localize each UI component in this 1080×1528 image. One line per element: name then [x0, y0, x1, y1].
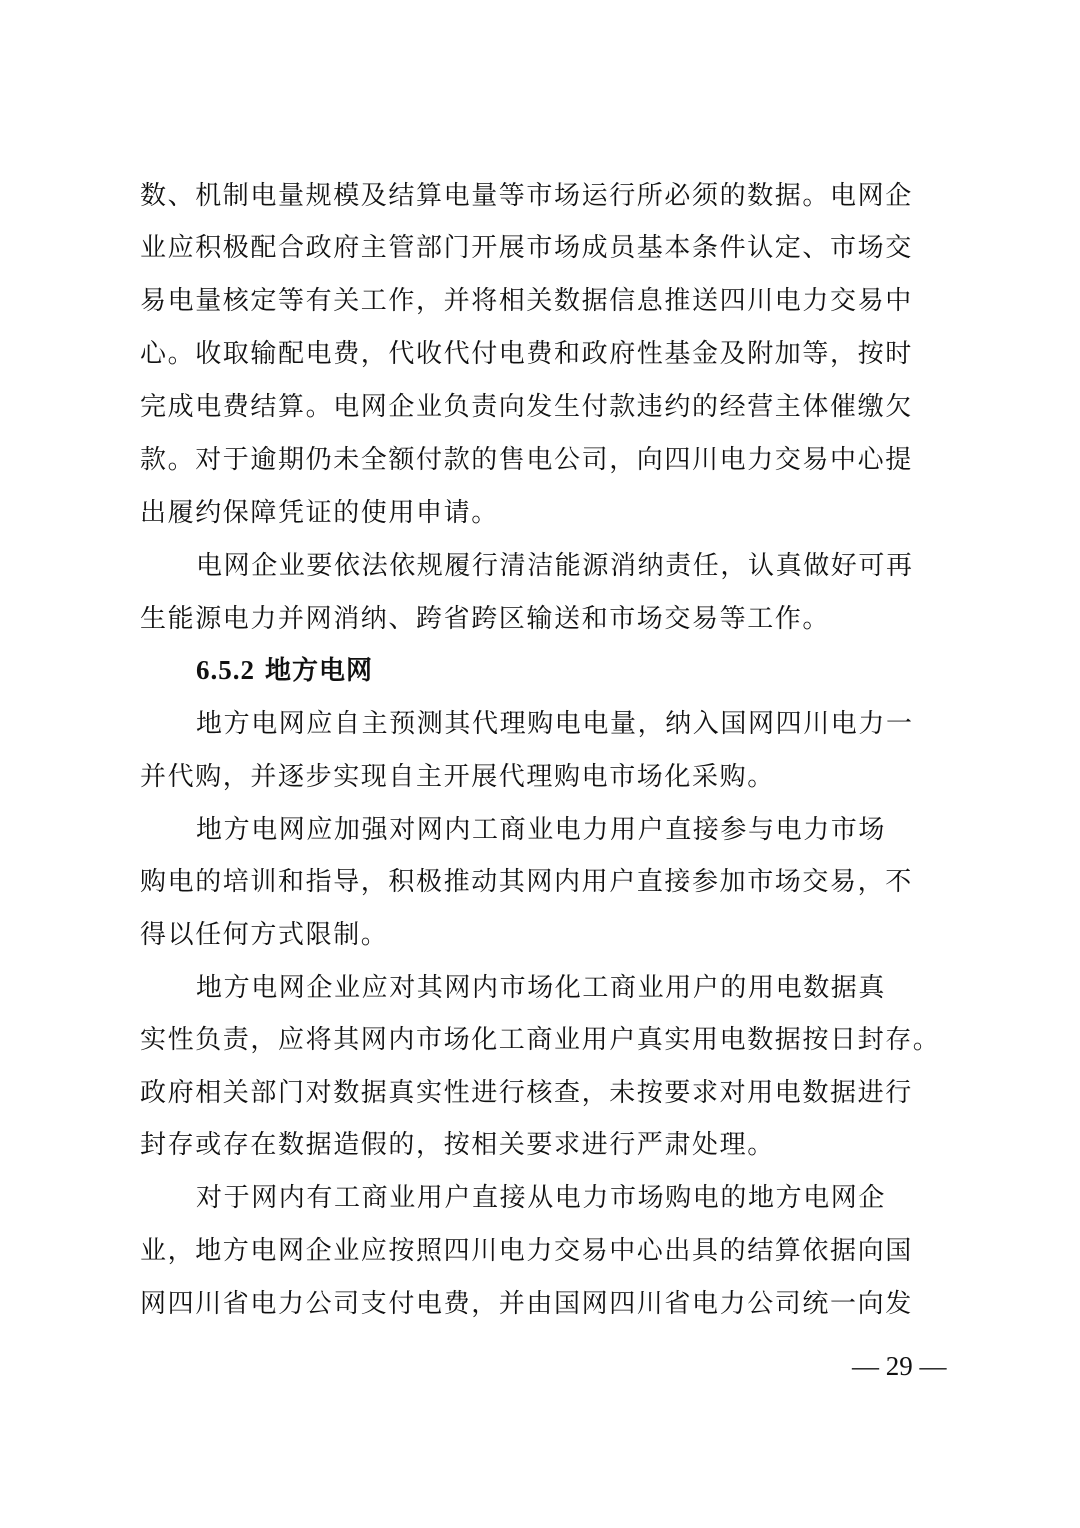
- paragraph-line: 地方电网企业应对其网内市场化工商业用户的用电数据真: [196, 973, 887, 1003]
- paragraph-line: 地方电网应自主预测其代理购电电量，纳入国网四川电力一: [196, 709, 914, 739]
- section-title: 地方电网: [265, 656, 374, 686]
- paragraph-line: 业应积极配合政府主管部门开展市场成员基本条件认定、市场交: [140, 233, 913, 263]
- paragraph-line: 对于网内有工商业用户直接从电力市场购电的地方电网企: [196, 1183, 887, 1213]
- paragraph-line: 数、机制电量规模及结算电量等市场运行所必须的数据。电网企: [140, 181, 913, 211]
- paragraph-line: 地方电网应加强对网内工商业电力用户直接参与电力市场: [196, 815, 887, 845]
- paragraph-line: 电网企业要依法依规履行清洁能源消纳责任，认真做好可再: [196, 551, 914, 581]
- paragraph-line: 政府相关部门对数据真实性进行核查，未按要求对用电数据进行: [140, 1078, 913, 1108]
- paragraph-line: 生能源电力并网消纳、跨省跨区输送和市场交易等工作。: [140, 604, 831, 634]
- page-number: — 29 —: [852, 1351, 947, 1381]
- section-heading: [196, 650, 373, 691]
- paragraph-line: 完成电费结算。电网企业负责向发生付款违约的经营主体催缴欠: [140, 392, 913, 422]
- paragraph-line: 易电量核定等有关工作，并将相关数据信息推送四川电力交易中: [140, 286, 913, 316]
- paragraph-line: 购电的培训和指导，积极推动其网内用户直接参加市场交易，不: [140, 867, 913, 897]
- paragraph-line: 款。对于逾期仍未全额付款的售电公司，向四川电力交易中心提: [140, 445, 913, 475]
- paragraph-line: 封存或存在数据造假的，按相关要求进行严肃处理。: [140, 1130, 775, 1160]
- paragraph-line: 得以任何方式限制。: [140, 920, 389, 950]
- paragraph-line: 出履约保障凭证的使用申请。: [140, 498, 499, 528]
- section-number: 6.5.2: [196, 655, 255, 685]
- paragraph-line: 业，地方电网企业应按照四川电力交易中心出具的结算依据向国: [140, 1236, 913, 1266]
- paragraph-line: 心。收取输配电费，代收代付电费和政府性基金及附加等，按时: [140, 339, 913, 369]
- paragraph-line: 网四川省电力公司支付电费，并由国网四川省电力公司统一向发: [140, 1289, 913, 1319]
- paragraph-line: 并代购，并逐步实现自主开展代理购电市场化采购。: [140, 762, 775, 792]
- paragraph-line: 实性负责，应将其网内市场化工商业用户真实用电数据按日封存。: [140, 1025, 941, 1055]
